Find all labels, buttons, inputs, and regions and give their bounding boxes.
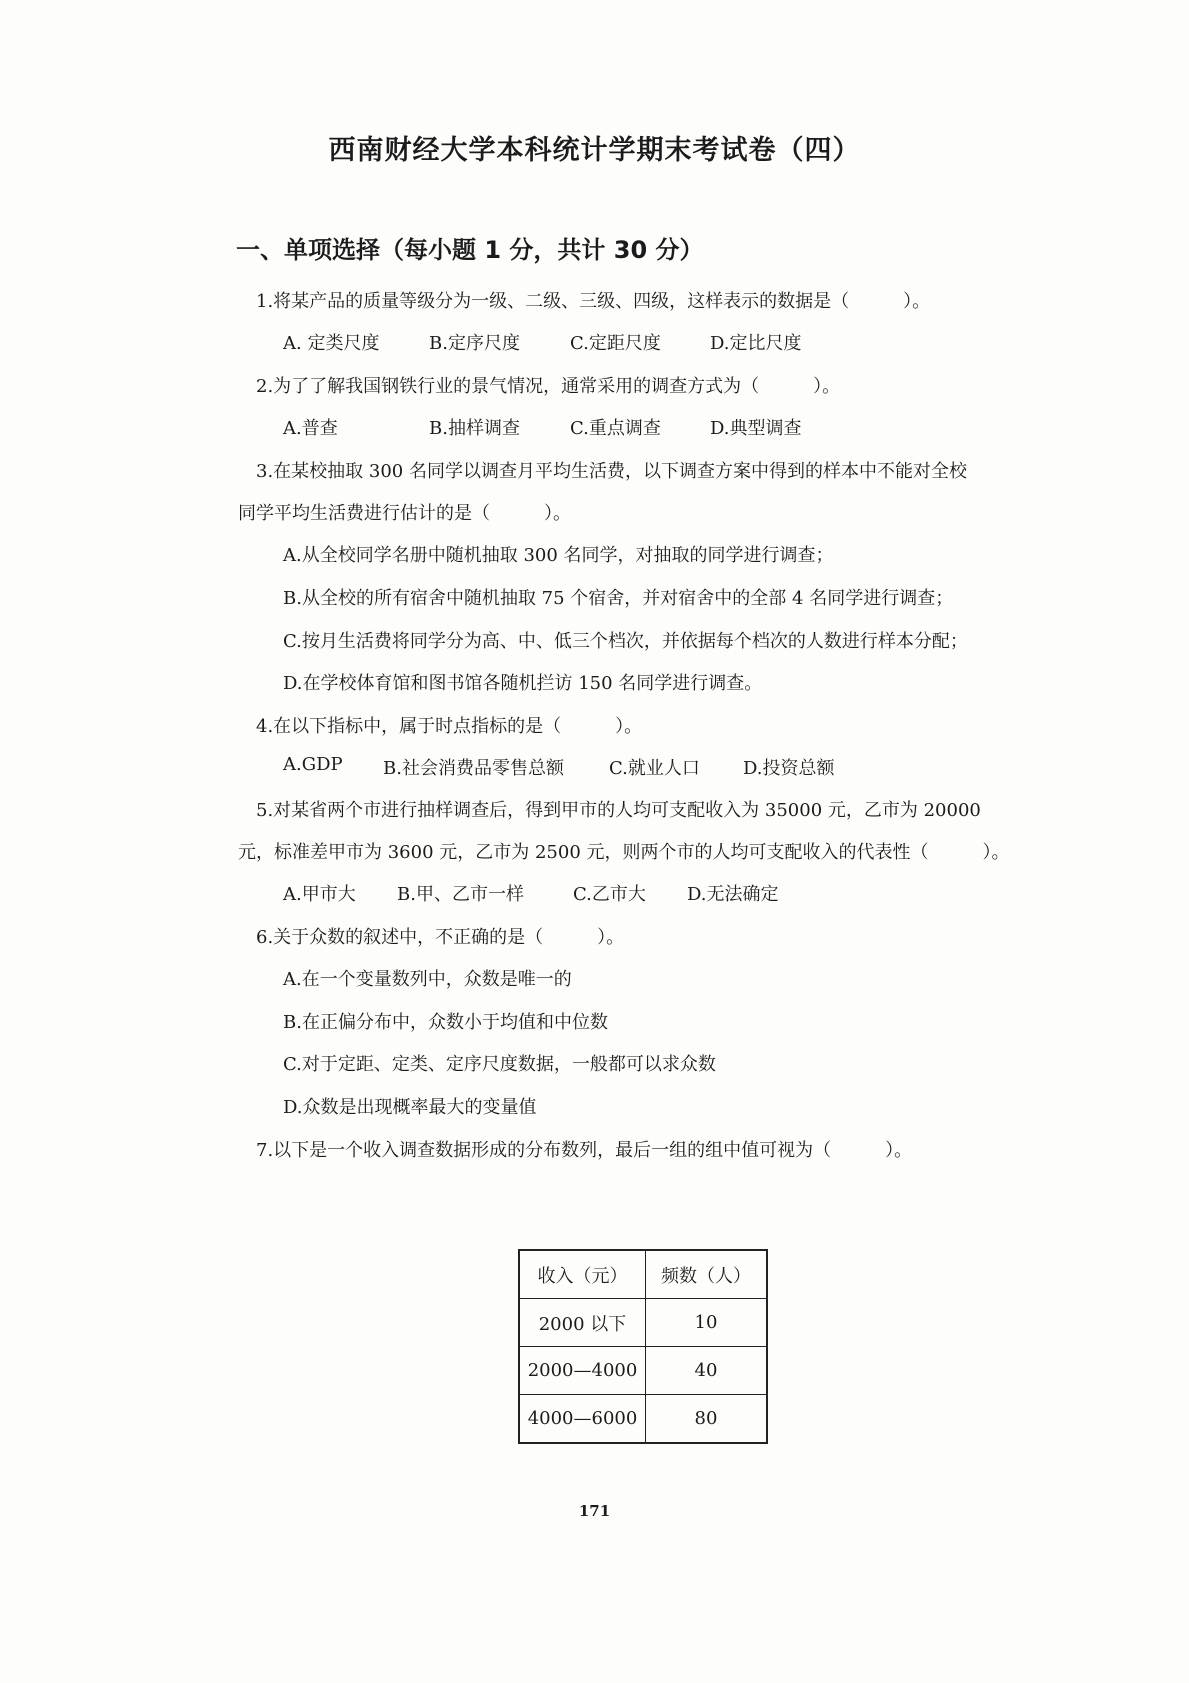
table-row bbox=[519, 1299, 767, 1347]
option-a: A.普查 bbox=[283, 418, 338, 439]
option-b: B.在正偏分布中，众数小于均值和中位数 bbox=[283, 1012, 608, 1033]
option-b: B.从全校的所有宿舍中随机抽取 75 个宿舍，并对宿舍中的全部 4 名同学进行调查； bbox=[283, 588, 954, 609]
question-4: 4.在以下指标中，属于时点指标的是（ ）。 bbox=[256, 716, 643, 737]
option-a: A.GDP bbox=[283, 754, 343, 775]
option-a: A.从全校同学名册中随机抽取 300 名同学，对抽取的同学进行调查； bbox=[283, 545, 834, 566]
option-b: B.抽样调查 bbox=[429, 418, 520, 439]
question-7: 7.以下是一个收入调查数据形成的分布数列，最后一组的组中值可视为（ ）。 bbox=[256, 1140, 913, 1161]
option-d: D.定比尺度 bbox=[710, 333, 802, 354]
option-d: D.典型调查 bbox=[710, 418, 802, 439]
question-6: 6.关于众数的叙述中，不正确的是（ ）。 bbox=[256, 927, 625, 948]
table-row bbox=[519, 1395, 767, 1444]
question-2: 2.为了了解我国钢铁行业的景气情况，通常采用的调查方式为（ ）。 bbox=[256, 376, 841, 397]
option-a: A. 定类尺度 bbox=[283, 333, 380, 354]
option-b: B.甲、乙市一样 bbox=[397, 884, 524, 905]
option-d: D.投资总额 bbox=[743, 758, 835, 779]
option-c: C.定距尺度 bbox=[570, 333, 661, 354]
option-d: D.众数是出现概率最大的变量值 bbox=[283, 1097, 537, 1118]
table-cell: 10 bbox=[646, 1299, 768, 1347]
table-cell: 40 bbox=[646, 1347, 768, 1395]
option-a: A.甲市大 bbox=[283, 884, 356, 905]
option-c: C.对于定距、定类、定序尺度数据，一般都可以求众数 bbox=[283, 1054, 716, 1075]
table-cell: 2000—4000 bbox=[519, 1347, 646, 1395]
column-header-frequency: 频数（人） bbox=[646, 1250, 768, 1299]
option-a: A.在一个变量数列中，众数是唯一的 bbox=[283, 969, 572, 990]
option-b: B.社会消费品零售总额 bbox=[383, 758, 564, 779]
question-3: 3.在某校抽取 300 名同学以调查月平均生活费，以下调查方案中得到的样本中不能对全校 bbox=[256, 461, 967, 482]
option-d: D.无法确定 bbox=[687, 884, 779, 905]
table-cell: 4000—6000 bbox=[519, 1395, 646, 1444]
table-cell: 2000 以下 bbox=[519, 1299, 646, 1347]
frequency-table bbox=[518, 1249, 768, 1444]
table-row bbox=[519, 1347, 767, 1395]
question-5-continued: 元，标准差甲市为 3600 元，乙市为 2500 元，则两个市的人均可支配收入的代表性（ ）。 bbox=[238, 842, 1010, 863]
option-c: C.重点调查 bbox=[570, 418, 661, 439]
table-cell: 80 bbox=[646, 1395, 768, 1444]
table-header-row bbox=[519, 1250, 767, 1299]
option-b: B.定序尺度 bbox=[429, 333, 520, 354]
section-heading: 一、单项选择（每小题 1 分，共计 30 分） bbox=[236, 236, 704, 264]
question-3-continued: 同学平均生活费进行估计的是（ ）。 bbox=[238, 503, 571, 524]
page-title: 西南财经大学本科统计学期末考试卷（四） bbox=[328, 135, 861, 166]
option-c: C.就业人口 bbox=[609, 758, 700, 779]
option-d: D.在学校体育馆和图书馆各随机拦访 150 名同学进行调查。 bbox=[283, 673, 763, 694]
option-c: C.乙市大 bbox=[573, 884, 646, 905]
option-c: C.按月生活费将同学分为高、中、低三个档次，并依据每个档次的人数进行样本分配； bbox=[283, 631, 968, 652]
page-number: 171 bbox=[578, 1502, 611, 1520]
column-header-income: 收入（元） bbox=[519, 1250, 646, 1299]
question-5: 5.对某省两个市进行抽样调查后，得到甲市的人均可支配收入为 35000 元，乙市为 20000 bbox=[256, 800, 981, 821]
question-1: 1.将某产品的质量等级分为一级、二级、三级、四级，这样表示的数据是（ ）。 bbox=[256, 291, 931, 312]
